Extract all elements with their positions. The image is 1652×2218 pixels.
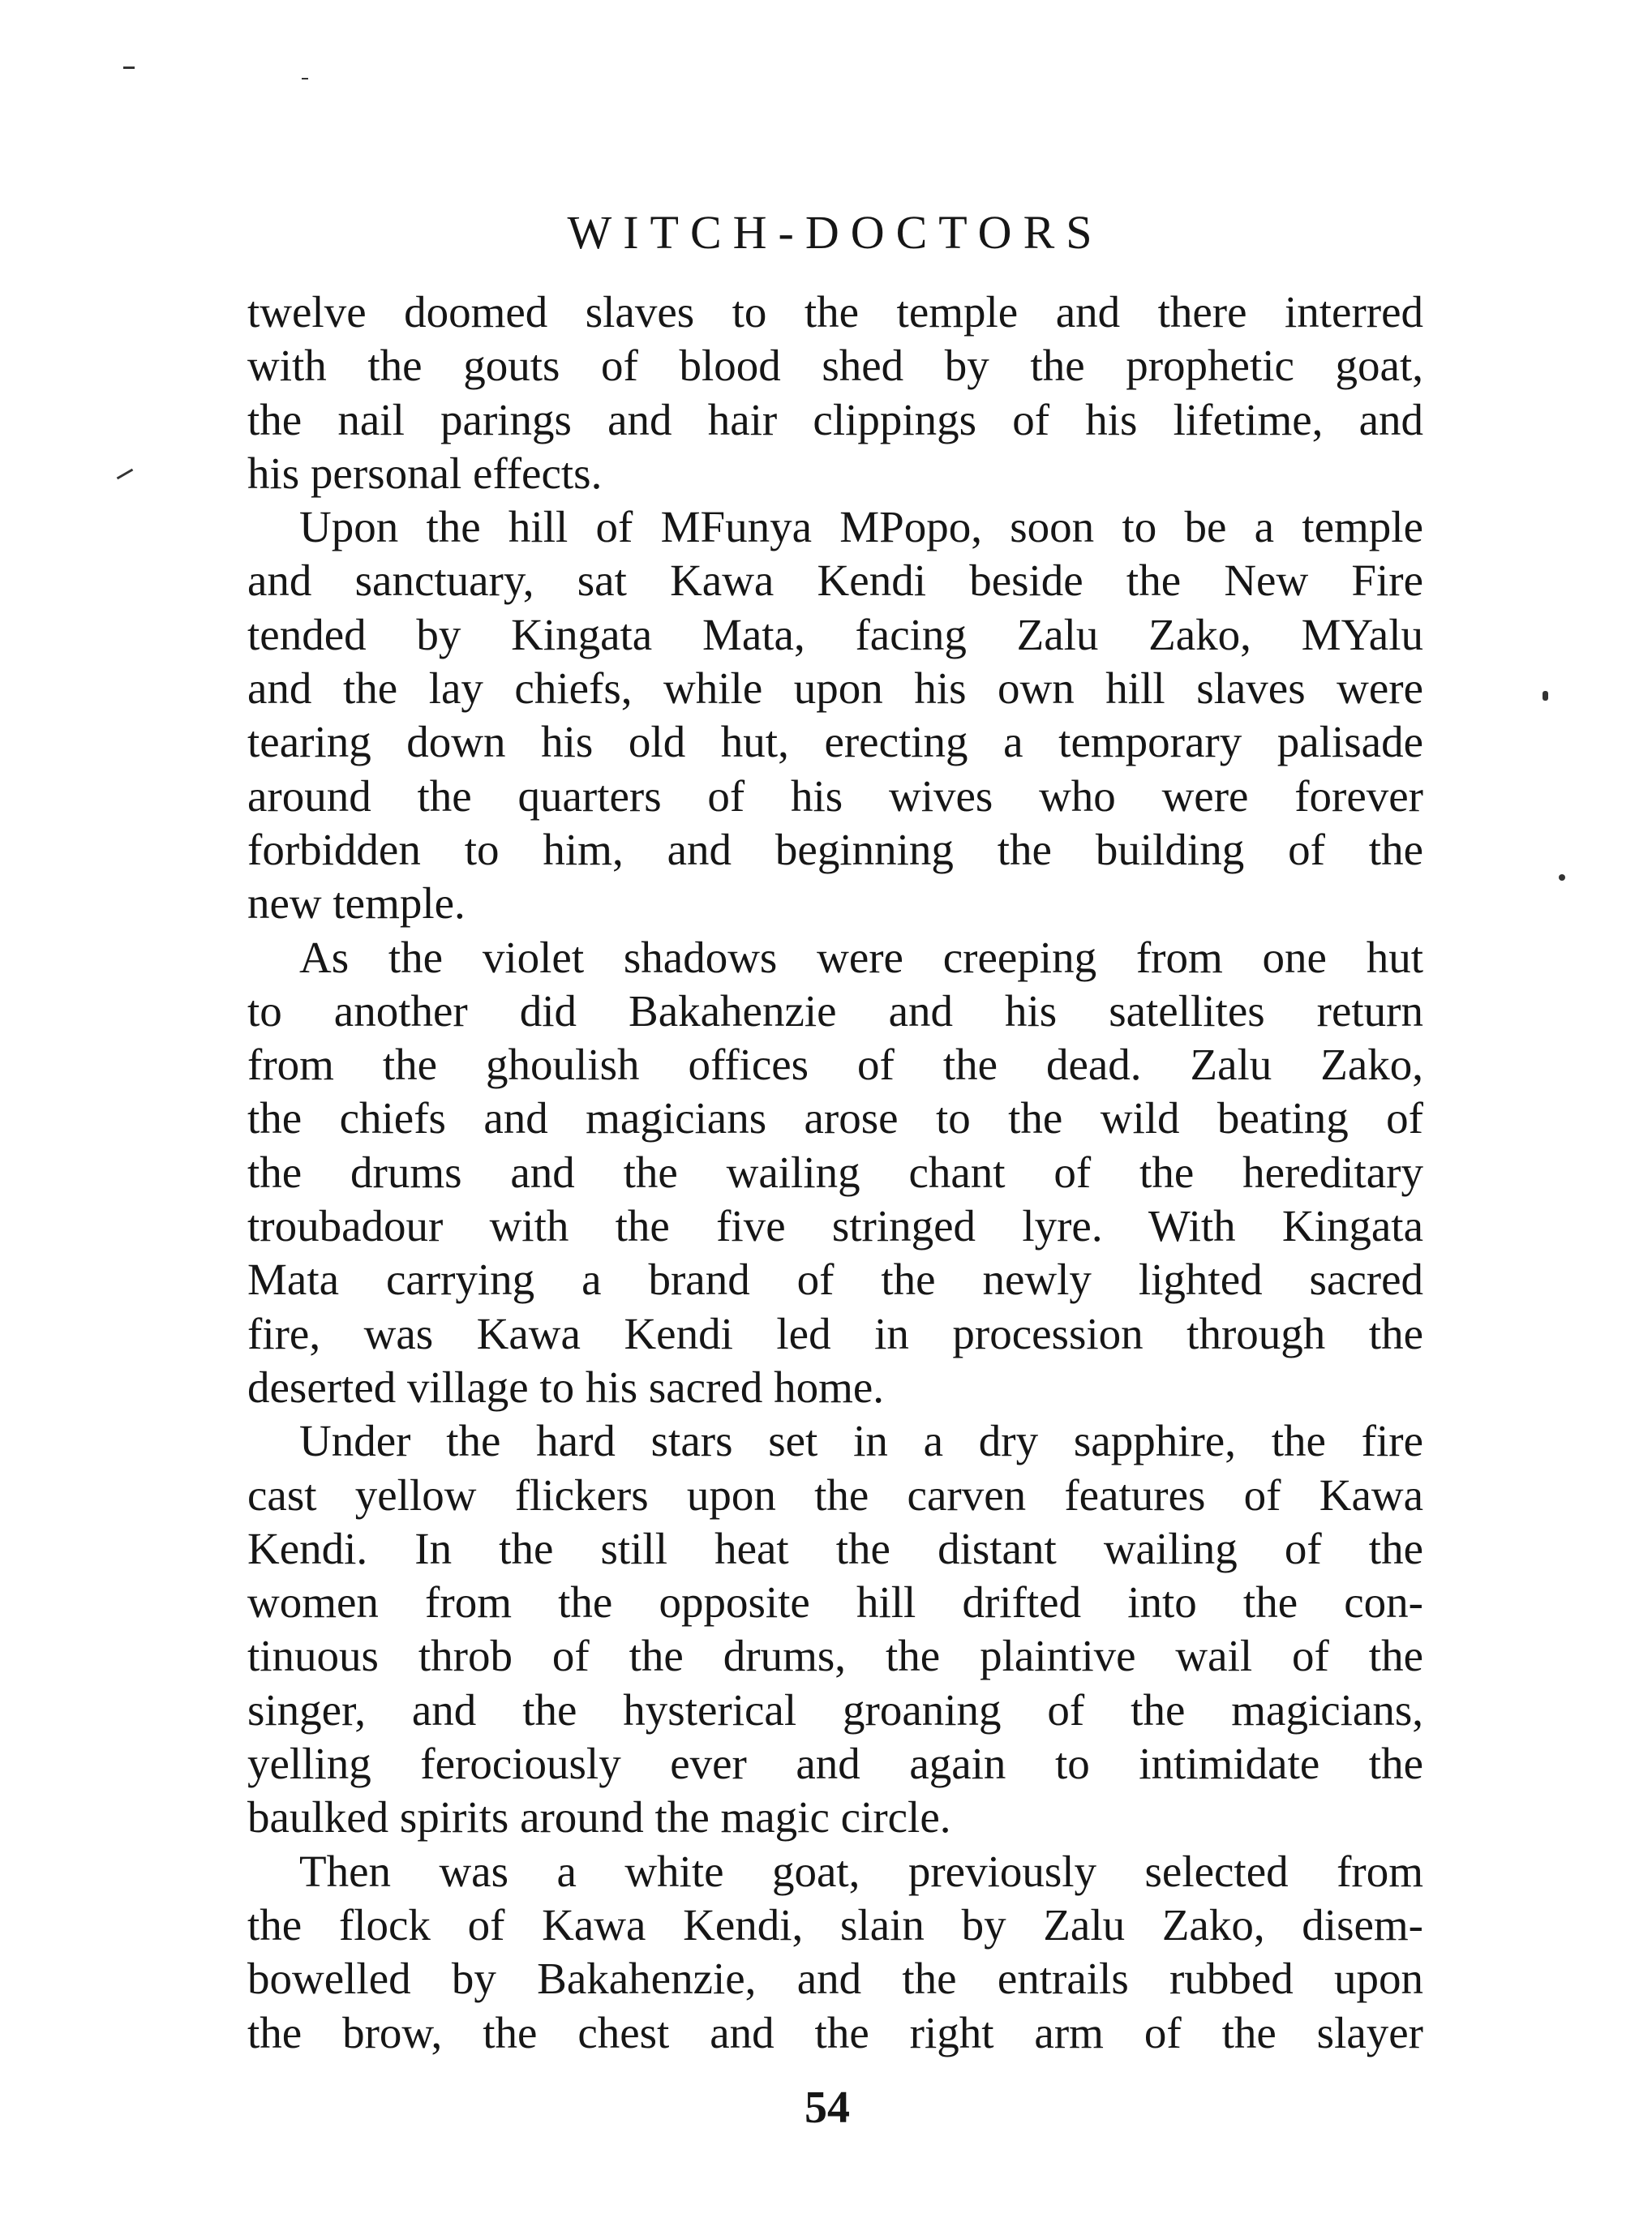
- page-number: 54: [805, 2083, 850, 2133]
- text-line: Then was a white goat, previously selected from: [299, 1846, 1423, 1896]
- text-line: yelling ferociously ever and again to intimidate the: [247, 1739, 1423, 1789]
- text-line: tinuous throb of the drums, the plaintive wail of the: [247, 1631, 1423, 1681]
- text-line: bowelled by Bakahenzie, and the entrails rubbed upon: [247, 1954, 1423, 2004]
- scan-speck: [123, 66, 135, 69]
- scan-speck: [302, 78, 308, 79]
- text-line: Under the hard stars set in a dry sapphire, the fire: [299, 1416, 1423, 1466]
- text-line: the brow, the chest and the right arm of the slayer: [247, 2007, 1423, 2057]
- scan-speck: [117, 469, 134, 480]
- text-line: and the lay chiefs, while upon his own hill slaves were: [247, 663, 1423, 714]
- text-line: the drums and the wailing chant of the hereditary: [247, 1147, 1423, 1197]
- text-line: with the gouts of blood shed by the prophetic goat,: [247, 341, 1423, 391]
- body-text: [247, 285, 1423, 2060]
- text-line: the chiefs and magicians arose to the wild beating of: [247, 1093, 1423, 1143]
- text-line: Kendi. In the still heat the distant wailing of the: [247, 1523, 1423, 1573]
- text-line: troubadour with the five stringed lyre. With Kingata: [247, 1201, 1423, 1251]
- text-line: forbidden to him, and beginning the building of the: [247, 824, 1423, 874]
- text-line: new temple.: [247, 878, 466, 929]
- text-line: tearing down his old hut, erecting a temporary palisade: [247, 717, 1423, 767]
- text-line: tended by Kingata Mata, facing Zalu Zako, MYalu: [247, 609, 1423, 659]
- text-line: fire, was Kawa Kendi led in procession through the: [247, 1308, 1423, 1358]
- text-line: to another did Bakahenzie and his satellites return: [247, 985, 1423, 1036]
- scan-speck: [1543, 691, 1548, 701]
- text-line: the flock of Kawa Kendi, slain by Zalu Zako, disem-: [247, 1899, 1423, 1950]
- text-line: Mata carrying a brand of the newly lighted sacred: [247, 1255, 1423, 1305]
- text-line: singer, and the hysterical groaning of the magicians,: [247, 1684, 1423, 1735]
- text-line: cast yellow flickers upon the carven features of Kawa: [247, 1469, 1423, 1520]
- text-line: baulked spirits around the magic circle.: [247, 1792, 951, 1843]
- text-line: from the ghoulish offices of the dead. Zalu Zako,: [247, 1040, 1423, 1090]
- text-line: women from the opposite hill drifted into the con-: [247, 1577, 1423, 1628]
- text-line: deserted village to his sacred home.: [247, 1362, 885, 1412]
- text-line: and sanctuary, sat Kawa Kendi beside the New Fire: [247, 556, 1423, 606]
- text-line: the nail parings and hair clippings of his lifetime, and: [247, 394, 1423, 444]
- text-line: As the violet shadows were creeping from one hut: [299, 932, 1423, 982]
- running-head: WITCH-DOCTORS: [567, 206, 1104, 259]
- text-line: his personal effects.: [247, 448, 603, 498]
- text-line: Upon the hill of MFunya MPopo, soon to be a temple: [299, 502, 1423, 552]
- text-line: twelve doomed slaves to the temple and there interred: [247, 287, 1423, 337]
- scan-speck: [1559, 874, 1565, 881]
- text-line: around the quarters of his wives who were forever: [247, 770, 1423, 821]
